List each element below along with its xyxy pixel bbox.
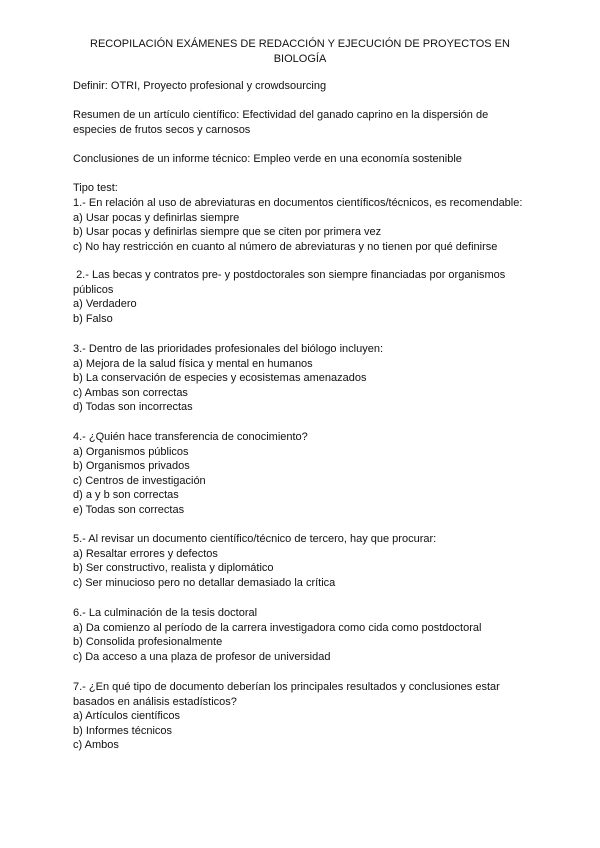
question-2 (73, 268, 528, 326)
option: a) Resaltar errores y defectos (73, 547, 218, 560)
option: b) Ser constructivo, realista y diplomático (73, 562, 274, 574)
option: b) Usar pocas y definirlas siempre que se citen por primera vez (73, 226, 382, 238)
option: b) La conservación de especies y ecosistemas amenazados (73, 372, 367, 384)
tipo-test-label: Tipo test: (73, 182, 118, 194)
option: a) Verdadero (73, 298, 137, 310)
question-3 (73, 342, 543, 415)
question-text: 6.- La culminación de la tesis doctoral (73, 607, 258, 619)
question-1 (73, 196, 543, 254)
question-text: 3.- Dentro de las prioridades profesionales del biólogo incluyen: (73, 343, 384, 355)
option: b) Falso (73, 312, 113, 325)
question-text: 2.- Las becas y contratos pre- y postdoctorales son siempre financiadas por organismos públicos (73, 269, 509, 296)
question-7 (73, 680, 518, 753)
document-title: RECOPILACIÓN EXÁMENES DE REDACCIÓN Y EJECUCIÓN DE PROYECTOS EN BIOLOGÍA (90, 38, 510, 65)
option: d) a y b son correctas (73, 489, 179, 501)
option: c) Ambos (73, 739, 119, 751)
option: e) Todas son correctas (73, 503, 185, 516)
option: a) Da comienzo al período de la carrera investigadora como cida como postdoctoral (73, 621, 482, 634)
option: b) Consolida profesionalmente (73, 636, 223, 648)
question-5 (73, 532, 543, 590)
question-6 (73, 606, 543, 664)
option: a) Organismos públicos (73, 445, 189, 458)
definir-line: Definir: OTRI, Proyecto profesional y crowdsourcing (73, 80, 327, 92)
question-text: 7.- ¿En qué tipo de documento deberían los principales resultados y conclusiones estar basados en análisis estadísticos? (73, 681, 500, 708)
option: b) Organismos privados (73, 460, 190, 472)
option: c) Da acceso a una plaza de profesor de universidad (73, 650, 331, 663)
option: c) Ambas son correctas (73, 386, 188, 399)
option: c) Centros de investigación (73, 474, 206, 487)
option: a) Usar pocas y definirlas siempre (73, 211, 240, 224)
option: b) Informes técnicos (73, 724, 173, 737)
option: c) No hay restricción en cuanto al número de abreviaturas y no tienen por qué definirse (73, 240, 498, 253)
option: a) Mejora de la salud física y mental en humanos (73, 357, 313, 370)
option: d) Todas son incorrectas (73, 401, 193, 413)
option: c) Ser minucioso pero no detallar demasiado la crítica (73, 576, 336, 589)
question-text: 5.- Al revisar un documento científico/técnico de tercero, hay que procurar: (73, 533, 437, 545)
resumen-paragraph: Resumen de un artículo científico: Efectividad del ganado caprino en la dispersión de especies de frutos secos y carnosos (73, 109, 489, 136)
question-text: 4.- ¿Quién hace transferencia de conocimiento? (73, 431, 308, 443)
conclusiones-line: Conclusiones de un informe técnico: Empleo verde en una economía sostenible (73, 153, 462, 165)
option: a) Artículos científicos (73, 710, 180, 722)
question-text: 1.- En relación al uso de abreviaturas en documentos científicos/técnicos, es recomendable: (73, 197, 523, 209)
question-4 (73, 430, 543, 517)
